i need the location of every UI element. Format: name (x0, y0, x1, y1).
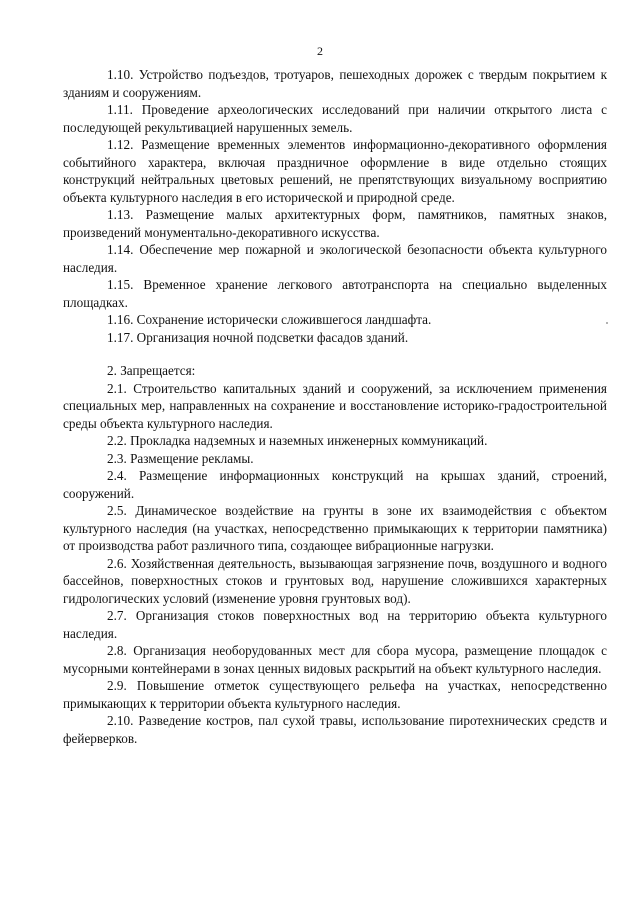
allowed-item-1-13: 1.13. Размещение малых архитектурных форм, памятников, памятных знаков, произведений монументально-декоративного искусства. (63, 207, 607, 240)
prohibited-item-2-9: 2.9. Повышение отметок существующего рельефа на участках, непосредственно примыкающих к территории объекта культурного наследия. (63, 678, 607, 711)
scan-speck (606, 322, 608, 324)
allowed-item-1-11: 1.11. Проведение археологических исследований при наличии открытого листа с последующей рекультивацией нарушенных земель. (63, 102, 607, 135)
allowed-item-1-16: 1.16. Сохранение исторически сложившегося ландшафта. (107, 312, 432, 327)
prohibited-heading: 2. Запрещается: (107, 363, 196, 378)
allowed-item-1-12: 1.12. Размещение временных элементов информационно-декоративного оформления событийного характера, включая праздничное оформление в виде отдельно стоящих конструкций нейтральных цветовых решений, не препятствующих визуальному восприятию объекта культурного наследия в его исторической и природной среде. (63, 137, 607, 205)
prohibited-item-2-3: 2.3. Размещение рекламы. (107, 450, 254, 466)
allowed-item-1-14: 1.14. Обеспечение мер пожарной и экологической безопасности объекта культурного наследия. (63, 242, 607, 275)
prohibited-item-2-5: 2.5. Динамическое воздействие на грунты в зоне их взаимодействия с объектом культурного наследия (на участках, непосредственно примыкающих к территории памятника) от производства работ различного типа, создающее вибрационные нагрузки. (63, 503, 607, 553)
prohibited-item-2-6: 2.6. Хозяйственная деятельность, вызывающая загрязнение почв, воздушного и водного бассейнов, поверхностных стоков и грунтовых вод, нарушение сложившихся характерных гидрологических условий (изменение уровня грунтовых вод). (63, 555, 607, 606)
prohibited-item-2-10: 2.10. Разведение костров, пал сухой травы, использование пиротехнических средств и фейерверков. (63, 713, 607, 746)
document-body (63, 66, 607, 747)
prohibited-item-2-4: 2.4. Размещение информационных конструкций на крышах зданий, строений, сооружений. (63, 468, 607, 501)
prohibited-item-2-7: 2.7. Организация стоков поверхностных вод на территорию объекта культурного наследия. (63, 608, 607, 641)
allowed-item-1-15: 1.15. Временное хранение легкового автотранспорта на специально выделенных площадках. (63, 277, 607, 310)
allowed-item-1-10: 1.10. Устройство подъездов, тротуаров, пешеходных дорожек с твердым покрытием к зданиям и сооружениям. (63, 67, 607, 100)
prohibited-item-2-8: 2.8. Организация необорудованных мест для сбора мусора, размещение площадок с мусорными контейнерами в зонах ценных видовых раскрытий на объект культурного наследия. (63, 643, 607, 676)
page-number: 2 (317, 44, 323, 58)
prohibited-item-2-1: 2.1. Строительство капитальных зданий и сооружений, за исключением применения специальных мер, направленных на сохранение и восстановление историко-градостроительной среды объекта культурного наследия. (63, 380, 607, 431)
allowed-item-1-17: 1.17. Организация ночной подсветки фасадов зданий. (107, 329, 409, 345)
prohibited-item-2-2: 2.2. Прокладка надземных и наземных инженерных коммуникаций. (107, 433, 488, 448)
